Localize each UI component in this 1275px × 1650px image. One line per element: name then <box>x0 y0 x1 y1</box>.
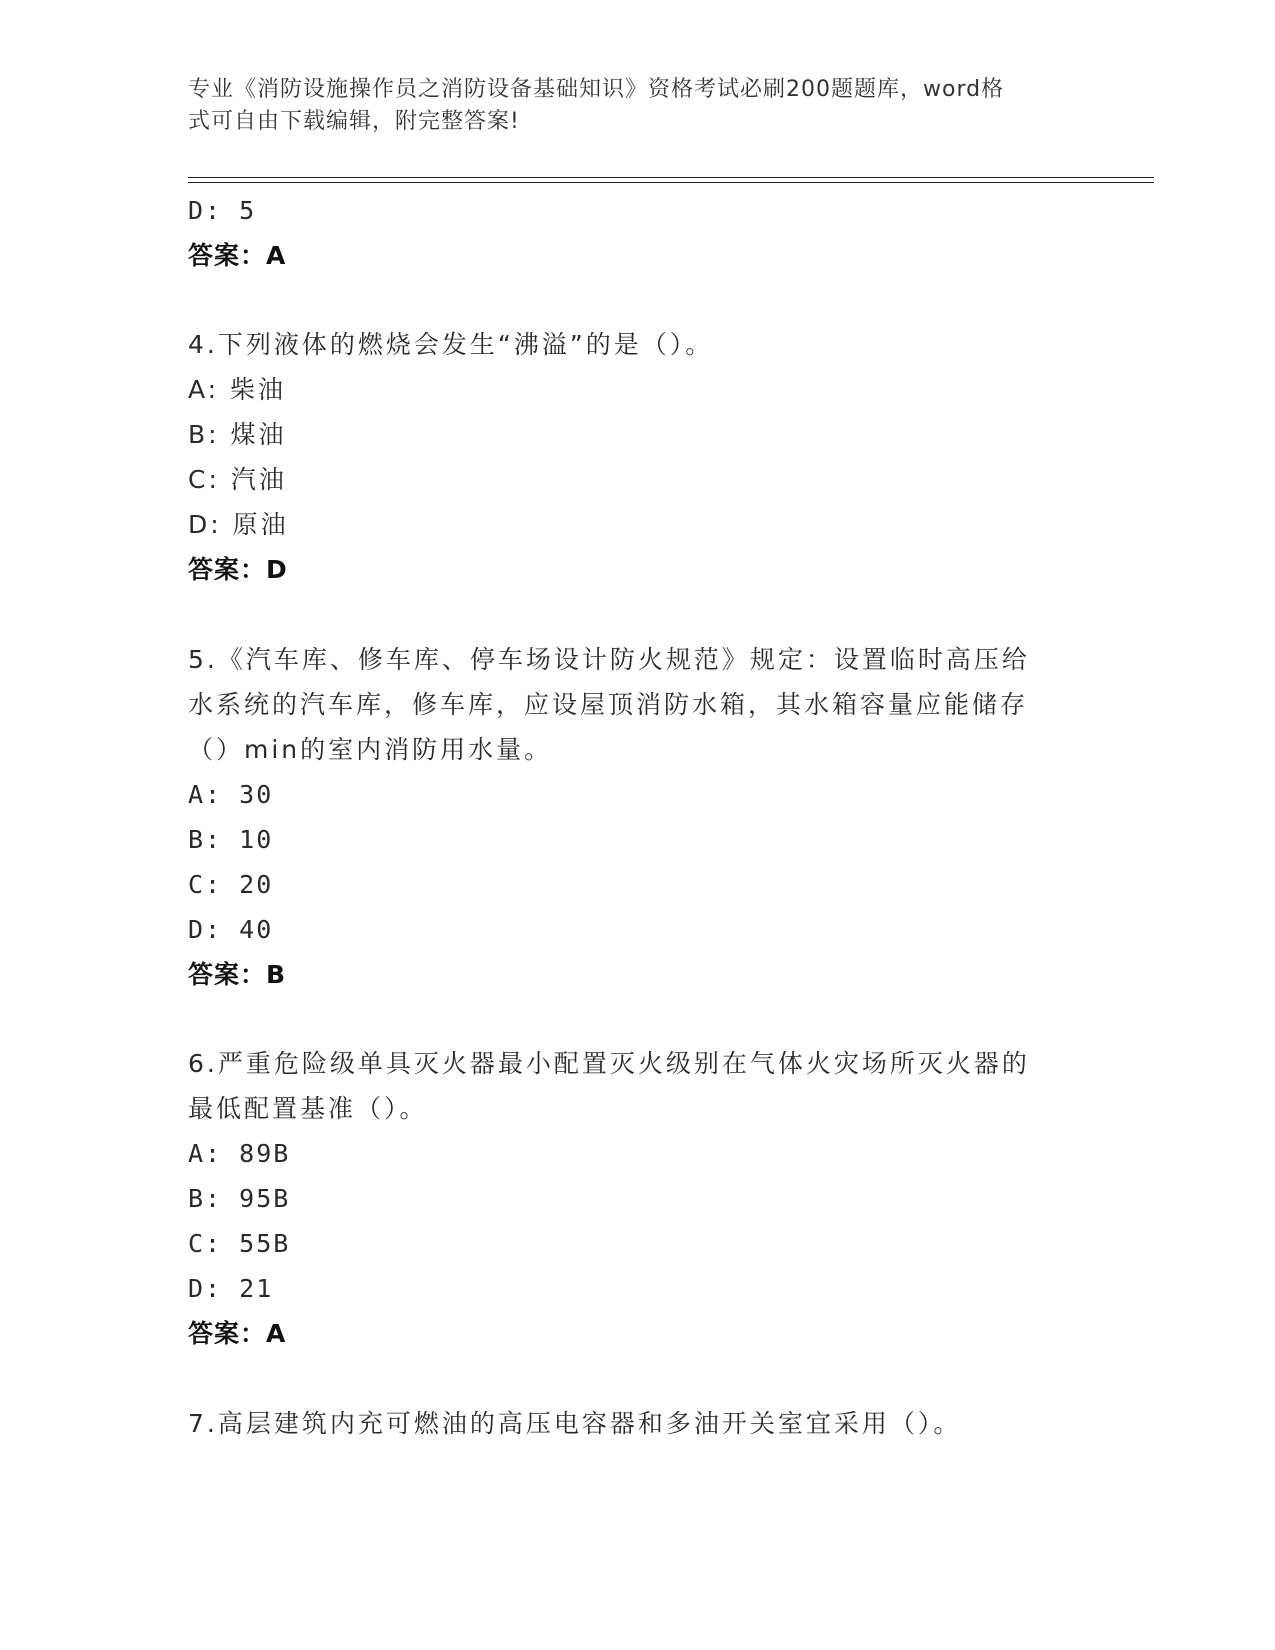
q4-option-a: A: 柴油 <box>188 375 287 404</box>
question-6-line-2: 最低配置基准（）。 <box>188 1094 428 1123</box>
question-7-text: 7.高层建筑内充可燃油的高压电容器和多油开关室宜采用（）。 <box>188 1409 962 1438</box>
question-5-line-1: 5.《汽车库、修车库、停车场设计防火规范》规定：设置临时高压给 <box>188 645 1030 674</box>
q5-answer: 答案：B <box>188 960 287 989</box>
document-header <box>188 74 1068 138</box>
q5-option-a: A: 30 <box>188 780 274 809</box>
header-line-1: 专业《消防设施操作员之消防设备基础知识》资格考试必刷200题题库，word格 <box>188 77 1005 102</box>
header-line-2: 式可自由下载编辑，附完整答案! <box>188 109 520 134</box>
q4-answer: 答案：D <box>188 555 288 584</box>
q6-option-d: D: 21 <box>188 1274 274 1303</box>
option-d: D: 5 <box>188 196 257 225</box>
q5-option-c: C: 20 <box>188 870 274 899</box>
q4-option-b: B: 煤油 <box>188 420 287 449</box>
q5-option-b: B: 10 <box>188 825 274 854</box>
question-5-line-2: 水系统的汽车库，修车库，应设屋顶消防水箱，其水箱容量应能储存 <box>188 690 1029 719</box>
header-divider-bottom <box>188 182 1154 183</box>
header-divider-top <box>188 177 1154 178</box>
q6-option-a: A: 89B <box>188 1139 291 1168</box>
q6-option-c: C: 55B <box>188 1229 291 1258</box>
question-4-text: 4.下列液体的燃烧会发生“沸溢”的是（）。 <box>188 330 714 359</box>
question-6-line-1: 6.严重危险级单具灭火器最小配置灭火级别在气体火灾场所灭火器的 <box>188 1049 1030 1078</box>
answer: 答案：A <box>188 241 287 270</box>
q4-option-d: D: 原油 <box>188 510 289 539</box>
q4-option-c: C: 汽油 <box>188 465 287 494</box>
question-5-line-3: （）min的室内消防用水量。 <box>188 735 553 764</box>
q5-option-d: D: 40 <box>188 915 274 944</box>
q6-option-b: B: 95B <box>188 1184 291 1213</box>
q6-answer: 答案：A <box>188 1319 287 1348</box>
